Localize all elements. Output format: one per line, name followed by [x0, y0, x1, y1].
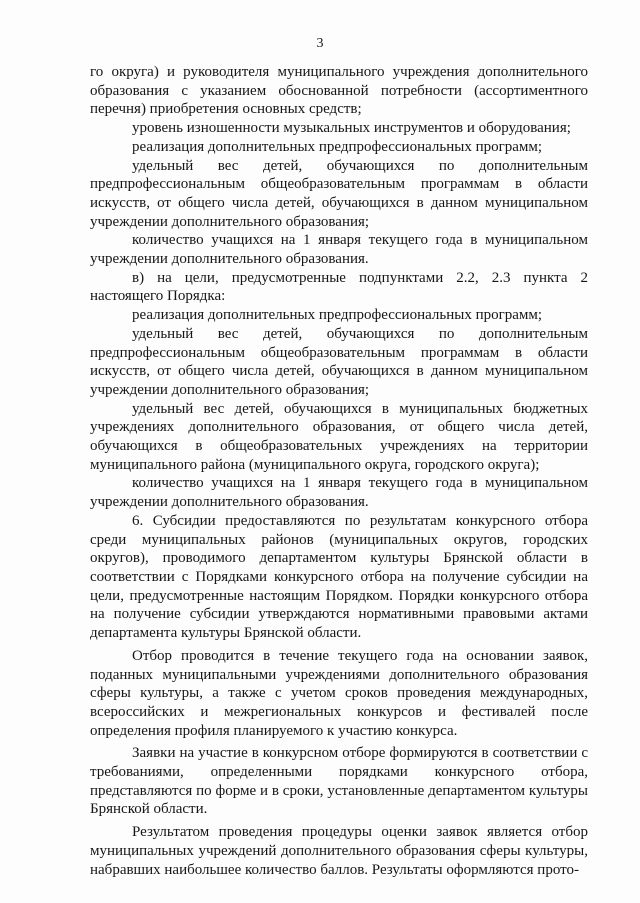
- paragraph-criterion: реализация дополнительных предпрофессиональных программ;: [132, 138, 543, 155]
- paragraph-selection: Отбор проводится в течение текущего года на основании заявок, поданных муниципальными учреждениями дополнительного образования сферы культуры, а также с учетом сроков проведения международных, всероссийских и межрегиональных конкурсов и фестивалей после определения профиля планируемого к участию конкурса.: [90, 647, 588, 739]
- page-number: 3: [316, 36, 324, 51]
- paragraph-continuation: го округа) и руководителя муниципального учреждения дополнительного образования с указанием обоснованной потребности (ассортиментного перечня) приобретения основных средств;: [90, 64, 588, 118]
- paragraph-criterion: реализация дополнительных предпрофессиональных программ;: [132, 307, 543, 324]
- paragraph-criterion: уровень изношенности музыкальных инструментов и оборудования;: [132, 120, 571, 137]
- document-body: [90, 63, 588, 879]
- paragraph-criterion: удельный вес детей, обучающихся по дополнительным предпрофессиональным общеобразовательным программам в области искусств, от общего числа детей, обучающихся в данном муниципальном учреждении дополнительного образования;: [90, 157, 588, 230]
- paragraph-result: Результатом проведения процедуры оценки заявок является отбор муниципальных учреждений дополнительного образования сферы культуры, набравших наибольшее количество баллов. Результаты оформляются прото-: [90, 824, 588, 878]
- paragraph-applications: Заявки на участие в конкурсном отборе формируются в соответствии с требованиями, определенными порядками конкурсного отбора, представляются по форме и в сроки, установленные департаментом культуры Брянской области.: [90, 745, 588, 818]
- paragraph-criterion: количество учащихся на 1 января текущего года в муниципальном учреждении дополнительного образования.: [90, 475, 588, 511]
- paragraph-criterion: количество учащихся на 1 января текущего года в муниципальном учреждении дополнительного образования.: [90, 232, 588, 268]
- paragraph-subsection-v: в) на цели, предусмотренные подпунктами 2.2, 2.3 пункта 2 настоящего Порядка:: [90, 269, 588, 305]
- paragraph-criterion: удельный вес детей, обучающихся в муниципальных бюджетных учреждениях дополнительного образования, от общего числа детей, обучающихся в общеобразовательных учреждениях на территории муниципального района (муниципального округа, городского округа);: [90, 400, 588, 473]
- paragraph-item-6: 6. Субсидии предоставляются по результатам конкурсного отбора среди муниципальных районов (муниципальных округов, городских округов), проводимого департаментом культуры Брянской области в соответствии с Порядками конкурсного отбора на получение субсидии на цели, предусмотренные настоящим Порядком. Порядки конкурсного отбора на получение субсидии утверждаются нормативными правовыми актами департамента культуры Брянской области.: [90, 512, 588, 642]
- paragraph-criterion: удельный вес детей, обучающихся по дополнительным предпрофессиональным общеобразовательным программам в области искусств, от общего числа детей, обучающихся в данном муниципальном учреждении дополнительного образования;: [90, 325, 588, 398]
